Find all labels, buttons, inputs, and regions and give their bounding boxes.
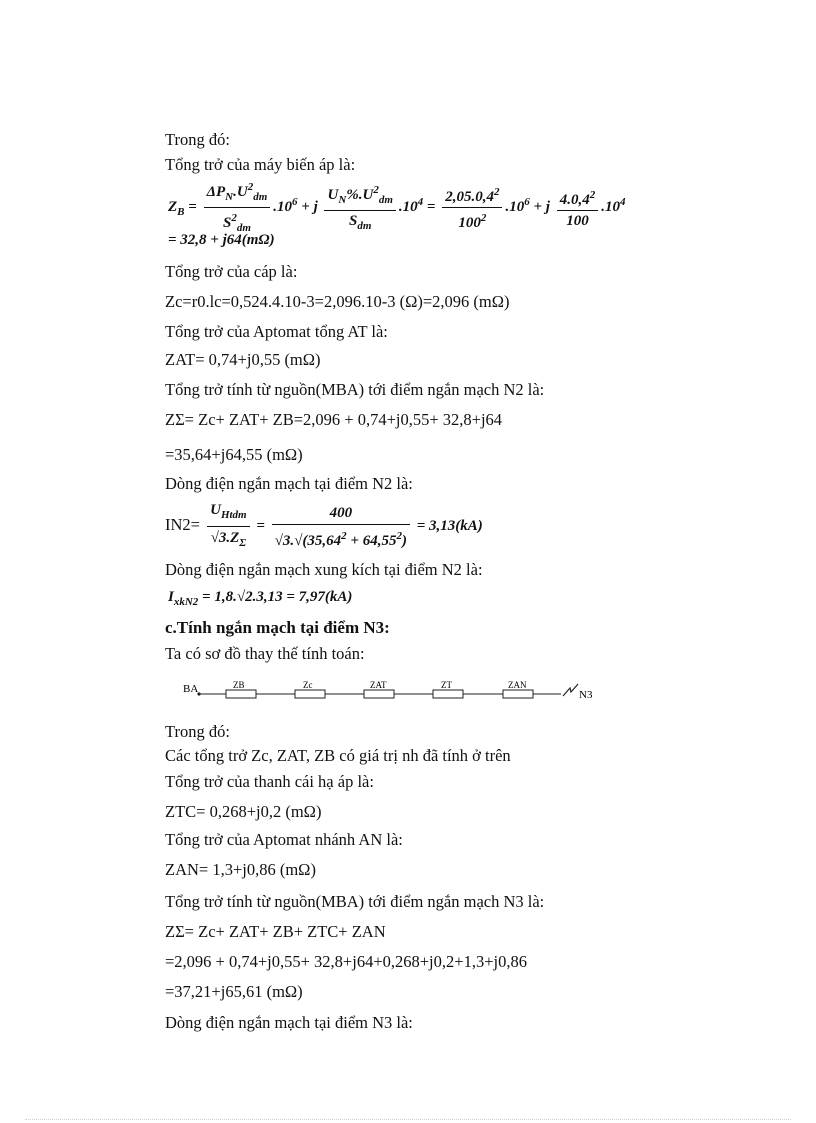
label-n3: N3 bbox=[579, 689, 593, 701]
label-zc: Zc bbox=[303, 680, 313, 690]
label-ztc: ZT bbox=[441, 680, 452, 690]
text-zat: ZAT= 0,74+j0,55 (mΩ) bbox=[165, 350, 321, 369]
text-xung-kich-n2: Dòng điện ngắn mạch xung kích tại điểm N2 là: bbox=[165, 560, 483, 579]
label-zat: ZAT bbox=[370, 680, 387, 690]
page-bottom-border bbox=[25, 1119, 791, 1120]
equivalent-circuit-diagram bbox=[183, 679, 603, 707]
text-zan: ZAN= 1,3+j0,86 (mΩ) bbox=[165, 860, 316, 879]
text-dong-n2: Dòng điện ngắn mạch tại điểm N2 là: bbox=[165, 474, 413, 493]
resistor-zan bbox=[503, 690, 533, 698]
formula-in2: IN2= $\frac{U_{Htdm}}{√3.Z_\Sigma}$ = $\frac{400}{√3.√(35,64^2 + 64,55^2)}$ = 3,13(kA) bbox=[165, 502, 483, 549]
text-cac-tong-tro: Các tổng trở Zc, ZAT, ZB có giá trị nh đã tính ở trên bbox=[165, 746, 511, 765]
text-zsum-n2-result: =35,64+j64,55 (mΩ) bbox=[165, 445, 303, 464]
label-zb: ZB bbox=[233, 680, 245, 690]
resistor-zb bbox=[226, 690, 256, 698]
heading-n3: c.Tính ngắn mạch tại điểm N3: bbox=[165, 618, 390, 637]
resistor-zat bbox=[364, 690, 394, 698]
text-zsum-n2: ZΣ= Zc+ ZAT+ ZB=2,096 + 0,74+j0,55+ 32,8+j64 bbox=[165, 410, 503, 429]
text-tong-tro-an: Tổng trở của Aptomat nhánh AN là: bbox=[165, 830, 403, 849]
label-zan: ZAN bbox=[508, 680, 527, 690]
fault-arrow-icon bbox=[563, 684, 578, 696]
formula-zb-result: = 32,8 + j64(mΩ) bbox=[168, 232, 275, 248]
text-tong-tro-n2: Tổng trở tính từ nguồn(MBA) tới điểm ngắn mạch N2 là: bbox=[165, 380, 545, 399]
text-so-do: Ta có sơ đồ thay thế tính toán: bbox=[165, 644, 365, 663]
text-zc: Zc=r0.lc=0,524.4.10-3=2,096.10-3 (Ω)=2,096 (mΩ) bbox=[165, 292, 510, 311]
text-zsum-n3-calc: =2,096 + 0,74+j0,55+ 32,8+j64+0,268+j0,2+1,3+j0,86 bbox=[165, 952, 527, 971]
resistor-zc bbox=[295, 690, 325, 698]
text-tong-tro-n3: Tổng trở tính từ nguồn(MBA) tới điểm ngắn mạch N3 là: bbox=[165, 892, 545, 911]
text-ztc: ZTC= 0,268+j0,2 (mΩ) bbox=[165, 802, 322, 821]
text-trong-do: Trong đó: bbox=[165, 130, 230, 149]
text-trong-do-2: Trong đó: bbox=[165, 722, 230, 741]
text-zsum-n3: ZΣ= Zc+ ZAT+ ZB+ ZTC+ ZAN bbox=[165, 922, 386, 941]
text-tong-tro-mba: Tổng trở của máy biến áp là: bbox=[165, 155, 356, 174]
text-tong-tro-at: Tổng trở của Aptomat tổng AT là: bbox=[165, 322, 388, 341]
text-zsum-n3-result: =37,21+j65,61 (mΩ) bbox=[165, 982, 303, 1001]
text-tong-tro-cap: Tổng trở của cáp là: bbox=[165, 262, 298, 281]
text-dong-n3: Dòng điện ngắn mạch tại điểm N3 là: bbox=[165, 1013, 413, 1032]
label-ba: BA bbox=[183, 683, 199, 695]
formula-ixk-n2: $I_{xkN2} = 1,8.√2.3,13 = 7,97(kA)$ bbox=[168, 589, 353, 608]
text-tong-tro-tc: Tổng trở của thanh cái hạ áp là: bbox=[165, 772, 374, 791]
resistor-ztc bbox=[433, 690, 463, 698]
formula-zb: $Z_B$ = $\frac{\Delta P_N.U^2_{dm}}{S^2_{dm}}$ $.10^6 + j$ $\frac{U_N\%.U^2_{dm}}{S_{dm}}$ $.10^4$ = $\frac{2,05.0,4^2}{100^2}$ $.10^6 + j$ $\frac{4.0,4^2}{100}$ $.10^4$ bbox=[168, 178, 625, 237]
